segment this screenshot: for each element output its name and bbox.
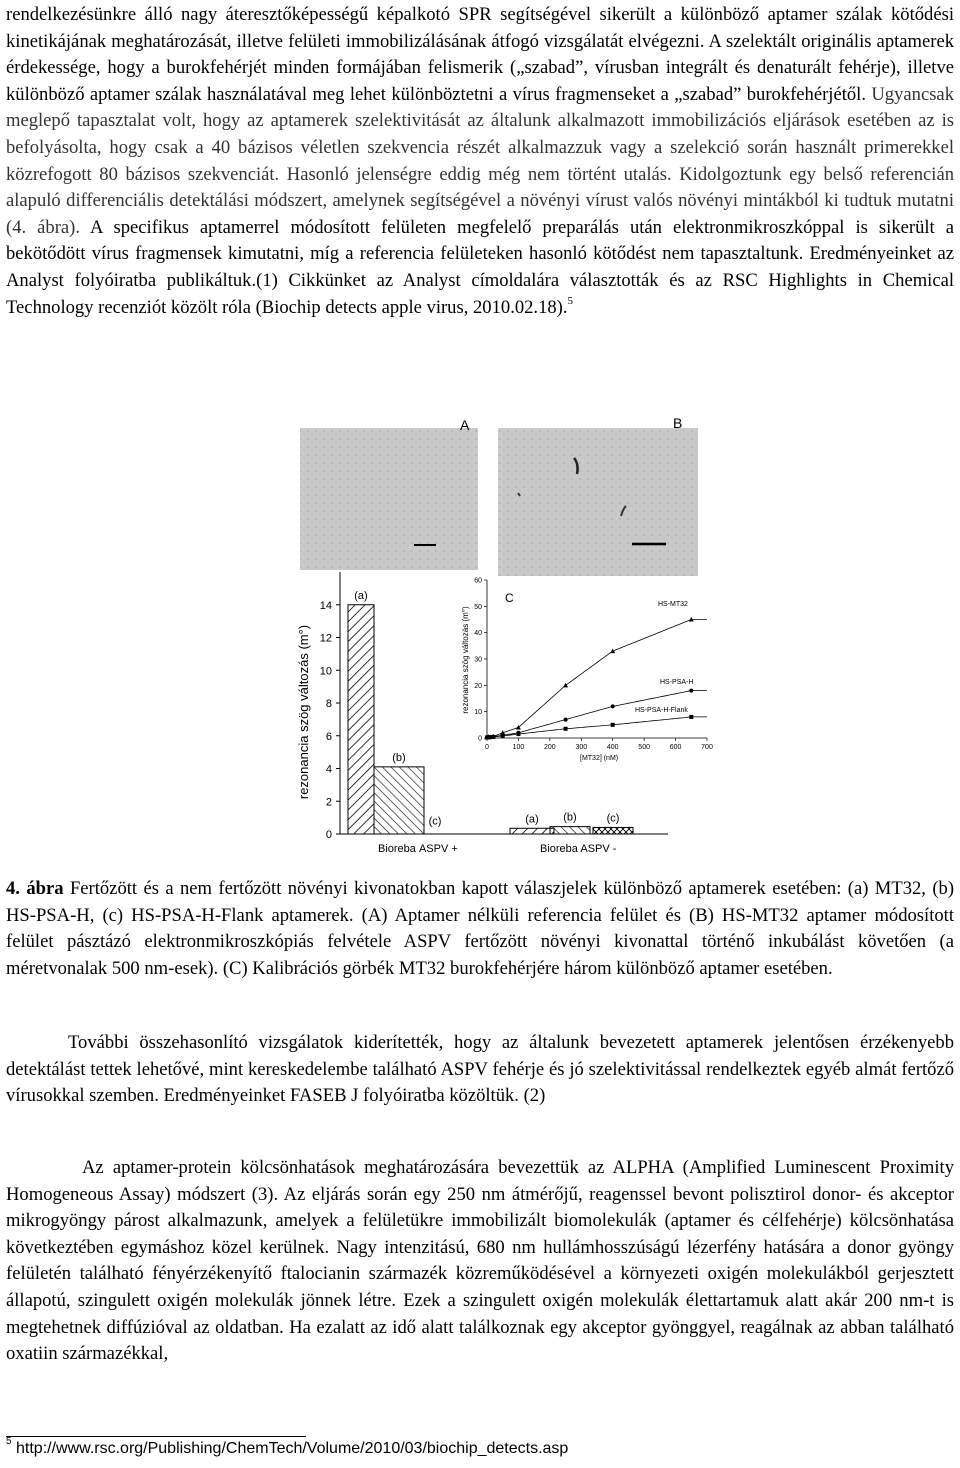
data-point xyxy=(564,718,568,722)
figure-caption xyxy=(6,876,954,982)
series-label-hs-mt32: HS-MT32 xyxy=(658,601,688,608)
group-label-positive: Biorebа ASPV + xyxy=(378,843,458,855)
inset-x-tick-label: 100 xyxy=(512,744,525,751)
bar-y-tick-label: 12 xyxy=(319,632,332,645)
bar xyxy=(550,827,590,834)
bar-y-tick-label: 6 xyxy=(325,730,332,743)
inset-x-tick-label: 0 xyxy=(485,744,489,751)
data-point xyxy=(516,732,520,736)
inset-y-axis-label: rezonancia szög változás (m°) xyxy=(461,606,470,714)
footnote xyxy=(6,1435,569,1458)
paragraph-1-part-1: rendelkezésünkre álló nagy áteresztőképességű képalkotó SPR segítségével sikerült a különböző aptamer szálak kötődési kinetikájának meghatározását, illetve felületi immobilizálásának átfogó vizsgálatát elvégezni. A szelektált originális aptamerek érdekessége, hogy a burokfehérjét minden formájában felismerik („szabad”, vírusban integrált és denaturált fehérje), illetve különböző aptamer szálak használatával meg lehet különböztetni a vírus fragmenseket a „szabad” burokfehérjétől. xyxy=(6,4,954,105)
bar-y-tick-label: 8 xyxy=(325,698,332,710)
inset-x-tick-label: 300 xyxy=(575,744,588,751)
body-paragraph-3 xyxy=(6,1155,954,1368)
inset-x-tick-label: 500 xyxy=(638,744,650,751)
series-label-hs-psa-h: HS-PSA-H xyxy=(660,679,694,686)
bar-y-axis-label: rezonancia szög változás (m°) xyxy=(296,624,311,800)
panel-label-b: B xyxy=(673,415,683,431)
figure-4 xyxy=(290,412,730,862)
footnote-url[interactable]: http://www.rsc.org/Publishing/ChemTech/Volume/2010/03/biochip_detects.asp xyxy=(16,1440,569,1457)
bar-y-tick-label: 2 xyxy=(325,796,332,809)
footnote-reference: 5 xyxy=(567,295,574,308)
paragraph-1-part-2: Ugyancsak meglepő tapasztalat volt, hogy az aptamerek szelektivitását az általunk alkalmazott immobilizációs eljárások esetében az is befolyásolta, hogy csak a 40 bázisos véletlen szekvencia részét alkalmazzuk vagy a szelekció során használt primerekkel közrefogott 80 bázisos szekvenciát. Hasonló jelenségre eddig még nem történt utalás. Kidolgoztunk egy belső referencián alapuló differenciális detektálási módszert, amelynek segítségével a növényi vírust valós növényi mintákból ki tudtuk mutatni (4. ábra). xyxy=(6,83,954,238)
data-point xyxy=(611,704,615,708)
inset-y-tick-label: 50 xyxy=(474,603,482,611)
bar-label: (a) xyxy=(354,589,368,602)
inset-x-tick-label: 200 xyxy=(544,744,556,751)
data-point xyxy=(491,735,495,739)
paragraph-3-text: Az aptamer-protein kölcsönhatások meghatározására bevezettük az ALPHA (Amplified Luminescent Proximity Homogeneous Assay) módszert (3). Az eljárás során egy 250 nm átmérőjű, reagenssel bevont polisztirol donor- és akceptor mikrogyöngy párost alkalmazunk, amelyek a felületükre immobilizált biomolekulák (aptamer és célfehérje) kölcsönhatása következtében egymáshoz közel kerülnek. Nagy intenzitású, 680 nm hullámhosszúságú lézerfény hatására a donor gyöngy felületén található fényérzékenyítő ftalocianin származék közreműködésével a környezeti oxigén molekulákból gerjesztett állapotú, szingulett oxigén molekulák jönnek létre. Ezek a szingulett oxigén molekulák élettartamuk alatt akár 200 nm-t is megtehetnek diffúzióval az oldatban. Ha ezalatt az idő alatt találkoznak egy akceptor gyönggyel, reagálnak az abban található oxatiin származékkal, xyxy=(6,1157,954,1365)
caption-text: Fertőzött és a nem fertőzött növényi kivonatokban kapott válaszjelek különböző aptamerek esetében: (a) MT32, (b) HS-PSA-H, (c) HS-PSA-H-Flank aptamerek. (A) Aptamer nélküli referencia felület és (B) HS-MT32 aptamer módosított felület pásztázó elektronmikroszkópiás felvétele ASPV fertőzött növényi kivonattal történő inkubálást követően (a méretvonalak 500 nm-esek). (C) Kalibrációs görbék MT32 burokfehérjére három különböző aptamer esetében. xyxy=(6,878,955,979)
footnote-divider xyxy=(6,1436,306,1437)
inset-y-tick-label: 40 xyxy=(474,630,482,638)
inset-panel-label: C xyxy=(505,591,514,605)
paragraph-1-part-3: A specifikus aptamerrel módosított felületen megfelelő preparálás után elektronmikroszkóppal is sikerült a bekötődött vírus fragmensek kimutatni, míg a referencia felületeken hasonló kötődést nem tapasztaltunk. Eredményeinket az Analyst folyóiratba publikáltuk.(1) Cikkünket az Analyst címoldalára választották és az RSC Highlights in Chemical Technology recenziót közölt róla (Biochip detects apple virus, 2010.02.18). xyxy=(6,216,954,318)
inset-x-tick-label: 400 xyxy=(606,744,619,751)
inset-y-tick-label: 30 xyxy=(474,656,482,664)
bar-label: (b) xyxy=(563,811,577,824)
data-point xyxy=(564,727,568,731)
bar-y-tick-label: 10 xyxy=(319,665,332,678)
bar-y-tick-label: 14 xyxy=(319,599,332,612)
inset-x-tick-label: 600 xyxy=(669,744,682,751)
body-paragraph-2 xyxy=(6,1030,954,1110)
series-label-hs-psa-h-flank: HS-PSA-H-Flank xyxy=(635,707,688,714)
bar xyxy=(593,827,633,834)
panel-label-a: A xyxy=(460,417,470,433)
bar-label: (c) xyxy=(428,815,442,828)
inset-y-tick-label: 20 xyxy=(474,682,482,690)
bar-label: (c) xyxy=(606,812,620,825)
bar xyxy=(348,605,374,834)
caption-number: 4. ábra xyxy=(6,878,64,899)
data-point xyxy=(611,723,615,727)
calibration-chart xyxy=(461,578,713,763)
paragraph-2-text: További összehasonlító vizsgálatok kiderítették, hogy az általunk bevezetett aptamerek jelentősen érzékenyebb detektálást tettek lehetővé, mint kereskedelembe található ASPV fehérje és jó szelektivitással rendelkeztek egyéb almát fertőző vírusokkal szemben. Eredményeinket FASEB J folyóiratba közöltük. (2) xyxy=(6,1032,954,1107)
inset-y-tick-label: 10 xyxy=(474,709,482,717)
bar xyxy=(510,828,554,834)
bar-y-tick-label: 0 xyxy=(325,829,332,841)
sem-image-a xyxy=(300,428,478,570)
sem-image-b xyxy=(498,428,698,576)
group-label-negative: Bioreba ASPV - xyxy=(540,843,617,855)
bar xyxy=(374,767,424,834)
inset-y-tick-label: 60 xyxy=(474,577,482,585)
bar-label: (b) xyxy=(392,751,406,764)
body-paragraph-1 xyxy=(6,2,954,321)
data-point xyxy=(689,689,693,693)
inset-y-tick-label: 0 xyxy=(478,735,482,743)
bar-label: (a) xyxy=(525,813,539,826)
data-point xyxy=(501,734,505,738)
footnote-number: 5 xyxy=(6,1435,12,1447)
inset-x-axis-label: [MT32] (nM) xyxy=(580,755,619,762)
inset-x-tick-label: 700 xyxy=(701,744,713,751)
data-point xyxy=(689,715,693,719)
bar-y-tick-label: 4 xyxy=(325,763,332,776)
